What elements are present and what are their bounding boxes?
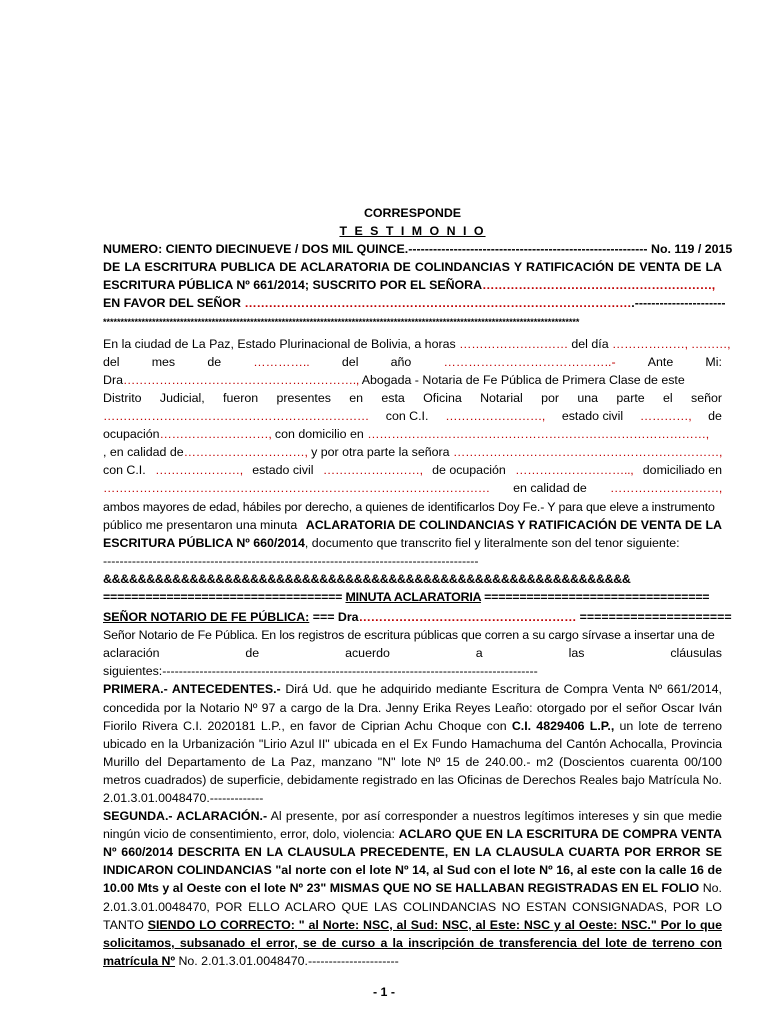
ampersand-divider: &&&&&&&&&&&&&&&&&&&&&&&&&&&&&&&&&&&&&&&&&&&&&&&&&&&&&&&&&&&&& xyxy=(103,571,631,586)
blank-field: …………………………………………………………………………………… xyxy=(244,296,632,311)
numero-text: NUMERO: CIENTO DIECINUEVE / DOS MIL QUINCE. xyxy=(103,242,409,257)
heading-subtitle: T E S T I M O N I O xyxy=(339,224,486,239)
body-line-9: …………………………………………………………………………………… en calidad de ………………………, xyxy=(103,481,722,496)
p2-line-3: siguientes:------------------------------------------------------------------------------------------- xyxy=(103,664,538,679)
header-line-2: DE LA ESCRITURA PUBLICA DE ACLARATORIA DE COLINDANCIAS Y RATIFICACIÓN DE VENTA DE LA xyxy=(103,260,722,275)
heading-title: CORRESPONDE xyxy=(363,206,462,220)
clause-segunda: SEGUNDA.- ACLARACIÓN.- Al presente, por así corresponder a nuestros legítimos intereses y sin que medie ningún vicio de consentimiento, error, dolo, violencia: ACLARO QUE EN LA ESCRITURA DE COMPRA VENTA Nº 660/2014 DESCRITA EN LA CLAUSULA PRECEDENTE, EN LA CLAUSULA CUARTA POR ERROR SE INDICARON COLINDANCIAS "al norte con el lote Nº 14, al Sud con el lote Nº 16, al este con la calle 16 de 10.00 Mts y al Oeste con el lote Nº 23" MISMAS QUE NO SE HALLABAN REGISTRADAS EN EL FOLIO No. 2.01.3.01.0048470, POR ELLO ACLARO QUE LAS COLINDANCIAS NO ESTAN CONSIGNADAS, POR LO TANTO SIENDO LO CORRECTO: " al Norte: NSC, al Sud: NSC, al Este: NSC y al Oeste: NSC." Por lo que solicitamos, subsanado el error, se de curso a la inscripción de transferencia del lote de terreno con matrícula Nº No. 2.01.3.01.0048470.---------------------- xyxy=(103,809,723,968)
body-line-10: ambos mayores de edad, hábiles por derecho, a quienes de identificarlos Doy Fe.- Y para que eleve a instrumento xyxy=(103,499,715,514)
body-line-7: , en calidad de…………………………, y por otra parte la señora …………………………………………………………, xyxy=(103,445,723,460)
document-page xyxy=(103,204,733,970)
numero-line xyxy=(103,240,733,258)
numero-ref: No. 119 / 2015 xyxy=(647,242,733,257)
body-line-12: ESCRITURA PÚBLICA Nº 660/2014, documento que transcrito fiel y literalmente son del tenor siguiente: xyxy=(103,535,680,550)
senor-notario-line: SEÑOR NOTARIO DE FE PÚBLICA: === Dra……………………………………………… ===================== xyxy=(103,610,732,625)
body-line-11: público me presentaron una minuta ACLARATORIA DE COLINDANCIAS Y RATIFICACIÓN DE VENTA DE LA xyxy=(103,517,722,532)
dashes-divider: ------------------------------------------------------------------------------------------- xyxy=(103,553,479,568)
p2-line-1: Señor Notario de Fe Pública. En los registros de escritura públicas que corren a su cargo sírvase a insertar una de xyxy=(103,628,715,643)
body-line-5: ………………………………………………………… con C.I. ……………………, estado civil …………, de xyxy=(103,409,722,424)
blank-field: …………………………………………………, xyxy=(482,278,715,293)
clause-primera: PRIMERA.- ANTECEDENTES.- Dirá Ud. que he adquirido mediante Escritura de Compra Venta Nº 661/2014, concedida por la Notario Nº 97 a cargo de la Dra. Jenny Erika Reyes Leaño: otorgado por el señor Oscar Iván Fiorilo Rivera C.I. 2020181 L.P., en favor de Ciprian Achu Choque con C.I. 4829406 L.P., un lote de terreno ubicado en la Urbanización "Lirio Azul II" ubicada en el Ex Fundo Hamachuma del Cantón Achocalla, Provincia Murillo del Departamento de La Paz, manzano "N" lote Nº 15 de 240.00.- m2 (Doscientos cuarenta 00/100 metros cuadrados) de superficie, debidamente registrado en las Oficinas de Derechos Reales bajo Matrícula No. 2.01.3.01.0048470.------------- xyxy=(103,682,722,805)
body-line-4: Distrito Judicial, fueron presentes en esta Oficina Notarial por una parte el señor xyxy=(103,390,722,405)
body-line-3: Dra…………………………………………………., Abogada - Notaria de Fe Pública de Primera Clase de este xyxy=(103,372,685,387)
body-line-6: ocupación………………………, con domicilio en …………………………………………………………………………, xyxy=(103,427,709,442)
body-line-8: con C.I. …………………, estado civil ……………………, de ocupación ……………………….., domiciliado en xyxy=(103,463,722,478)
page-number: - 1 - xyxy=(372,985,396,999)
stars-divider: **************************************************************************************************************************************** xyxy=(103,316,580,327)
p2-line-2: aclaración de acuerdo a las cláusulas xyxy=(103,646,722,661)
header-line-4: EN FAVOR DEL SEÑOR …………………………………………………………………………………….---------------------- xyxy=(103,296,726,311)
minuta-heading: ================================== MINUTA ACLARATORIA ================================ xyxy=(103,589,710,604)
body-line-2: del mes de ………….. del año …………………………………..- Ante Mi: xyxy=(103,354,722,369)
header-line-3: ESCRITURA PÚBLICA Nº 661/2014; SUSCRITO POR EL SEÑORA…………………………………………………, xyxy=(103,278,715,293)
numero-dashes: ---------------------------------------------------------- xyxy=(408,242,648,257)
body-line-1: En la ciudad de La Paz, Estado Plurinacional de Bolivia, a horas ……………………… del día ………………, ………, xyxy=(103,336,731,351)
